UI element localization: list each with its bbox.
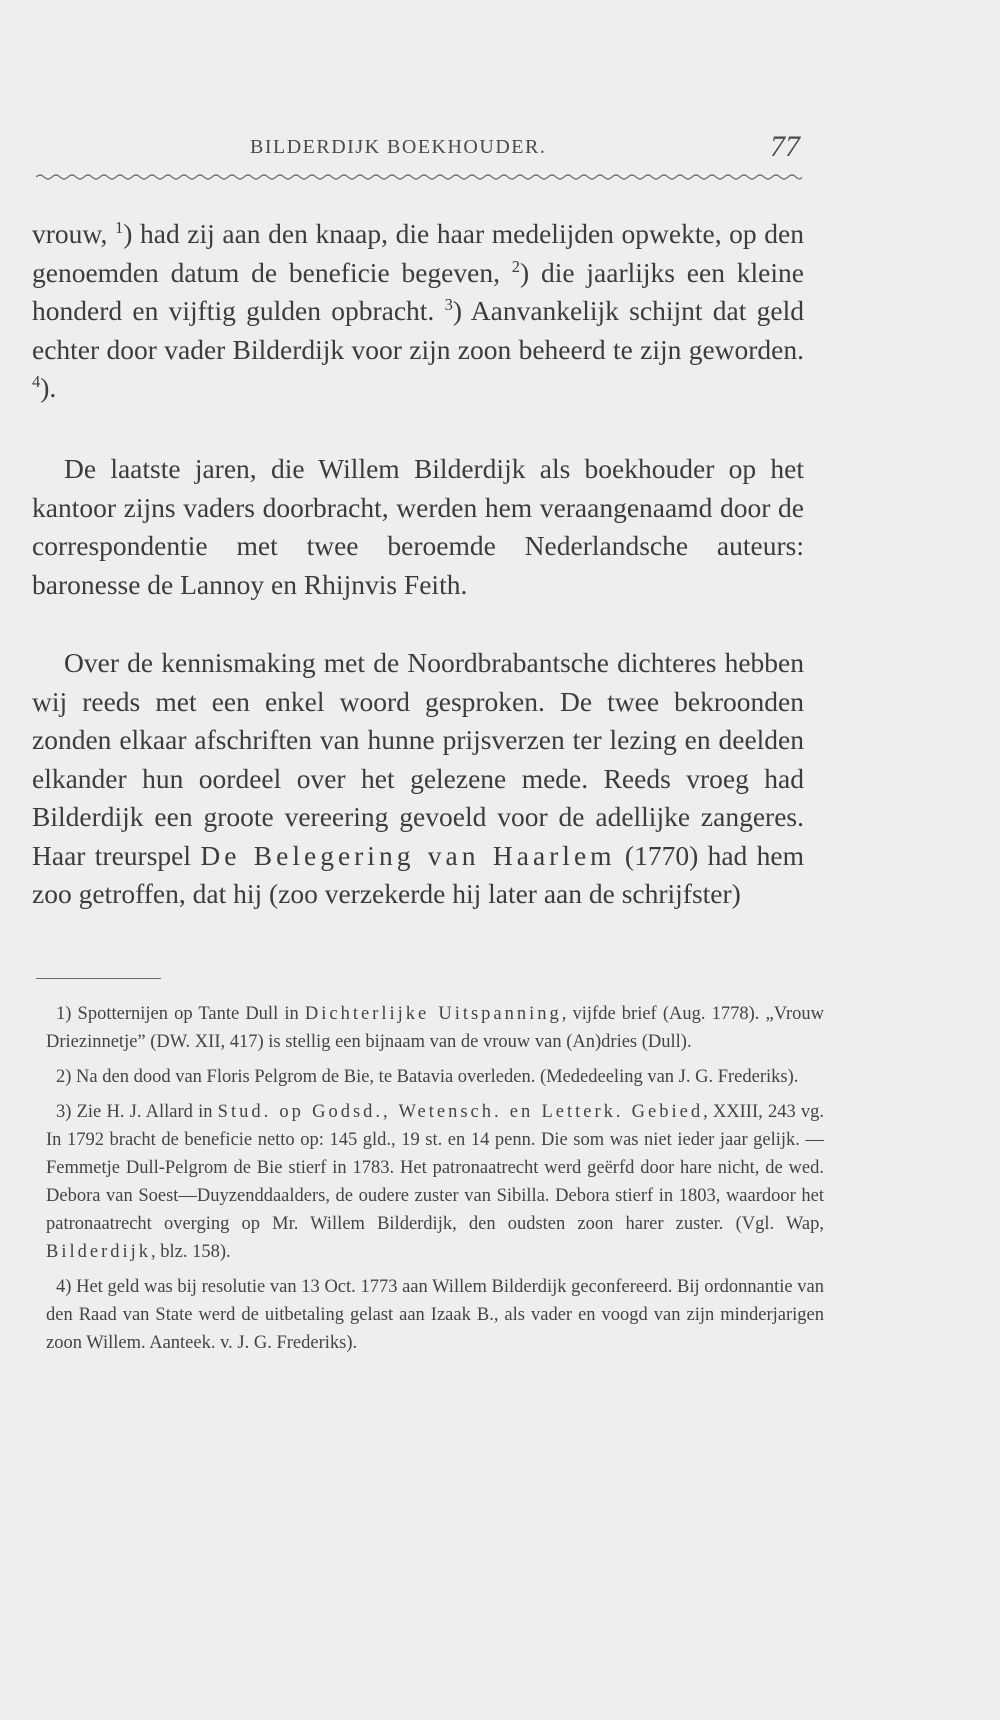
- footnote-2: 2) Na den dood van Floris Pelgrom de Bie, te Batavia overleden. (Mededeeling van J. G. Frederiks).: [56, 1067, 799, 1087]
- footnote-ref-3: 3: [444, 294, 453, 314]
- footnote-ref-4: 4: [32, 371, 41, 391]
- footnote-divider: [36, 978, 161, 979]
- footnote-ref-1: 1: [114, 217, 124, 237]
- paragraph-3: Over de kennismaking met de Noordbrabantsche dichteres hebben wij reeds met een enkel woord gesproken. De twee bekroonden zonden elkaar afschriften van hunne prijsverzen ter lezing en deelden elkander hun oordeel over het gelezene mede. Reeds vroeg had Bilderdijk een groote vereering gevoeld voor de adellijke zangeres. Haar treurspel De Belegering van Haarlem (1770) had hem zoo getroffen, dat hij (zoo verzekerde hij later aan de schrijfster): [32, 647, 804, 909]
- footnote-4: 4) Het geld was bij resolutie van 13 Oct. 1773 aan Willem Bilderdijk geconfereerd. Bij ordonnantie van den Raad van State werd de uitbetaling gelast aan Izaak B., als vader en voogd van zijn minderjarigen zoon Willem. Aanteek. v. J. G. Frederiks).: [46, 1277, 824, 1353]
- play-title: De Belegering van Haarlem: [200, 839, 616, 871]
- page-number: 77: [770, 130, 800, 163]
- footnote-3: 3) Zie H. J. Allard in Stud. op Godsd., Wetensch. en Letterk. Gebied, XXIII, 243 vg. In 1792 bracht de beneficie netto op: 145 gld., 19 st. en 14 penn. Die som was niet ieder jaar gelijk. — Femmetje Dull-Pelgrom de Bie stierf in 1783. Het patronaatrecht werd geërfd door hare nicht, de wed. Debora van Soest—Duyzenddaalders, de oudere zuster van Sibilla. Debora stierf in 1803, waardoor het patronaatrecht overging op Mr. Willem Bilderdijk, den oudsten zoon harer zuster. (Vgl. Wap, Bilderdijk, blz. 158).: [46, 1102, 825, 1262]
- footnote-1: 1) Spotternijen op Tante Dull in Dichterlijke Uitspanning, vijfde brief (Aug. 1778). „Vrouw Driezinnetje” (DW. XII, 417) is stellig een bijnaam van de vrouw van (An)dries (Dull).: [46, 1004, 824, 1052]
- header-wavy-rule: [36, 172, 802, 182]
- paragraph-1: vrouw, $^1$) had zij aan den knaap, die haar medelijden opwekte, op den genoemden datum de beneficie begeven, $^2$) die jaarlijks een kleine honderd en vijftig gulden opbracht. $^3$) Aanvankelijk schijnt dat geld echter door vader Bilderdijk voor zijn zoon beheerd te zijn geworden. $^4$).: [32, 217, 804, 403]
- footnotes: [46, 1000, 824, 1364]
- paragraph-2: De laatste jaren, die Willem Bilderdijk als boekhouder op het kantoor zijns vaders doorbracht, werden hem veraangenaamd door de correspondentie met twee beroemde Nederlandsche auteurs: baronesse de Lannoy en Rhijnvis Feith.: [32, 453, 804, 600]
- running-title: BILDERDIJK BOEKHOUDER.: [250, 136, 547, 158]
- footnote-ref-2: 2: [511, 256, 521, 276]
